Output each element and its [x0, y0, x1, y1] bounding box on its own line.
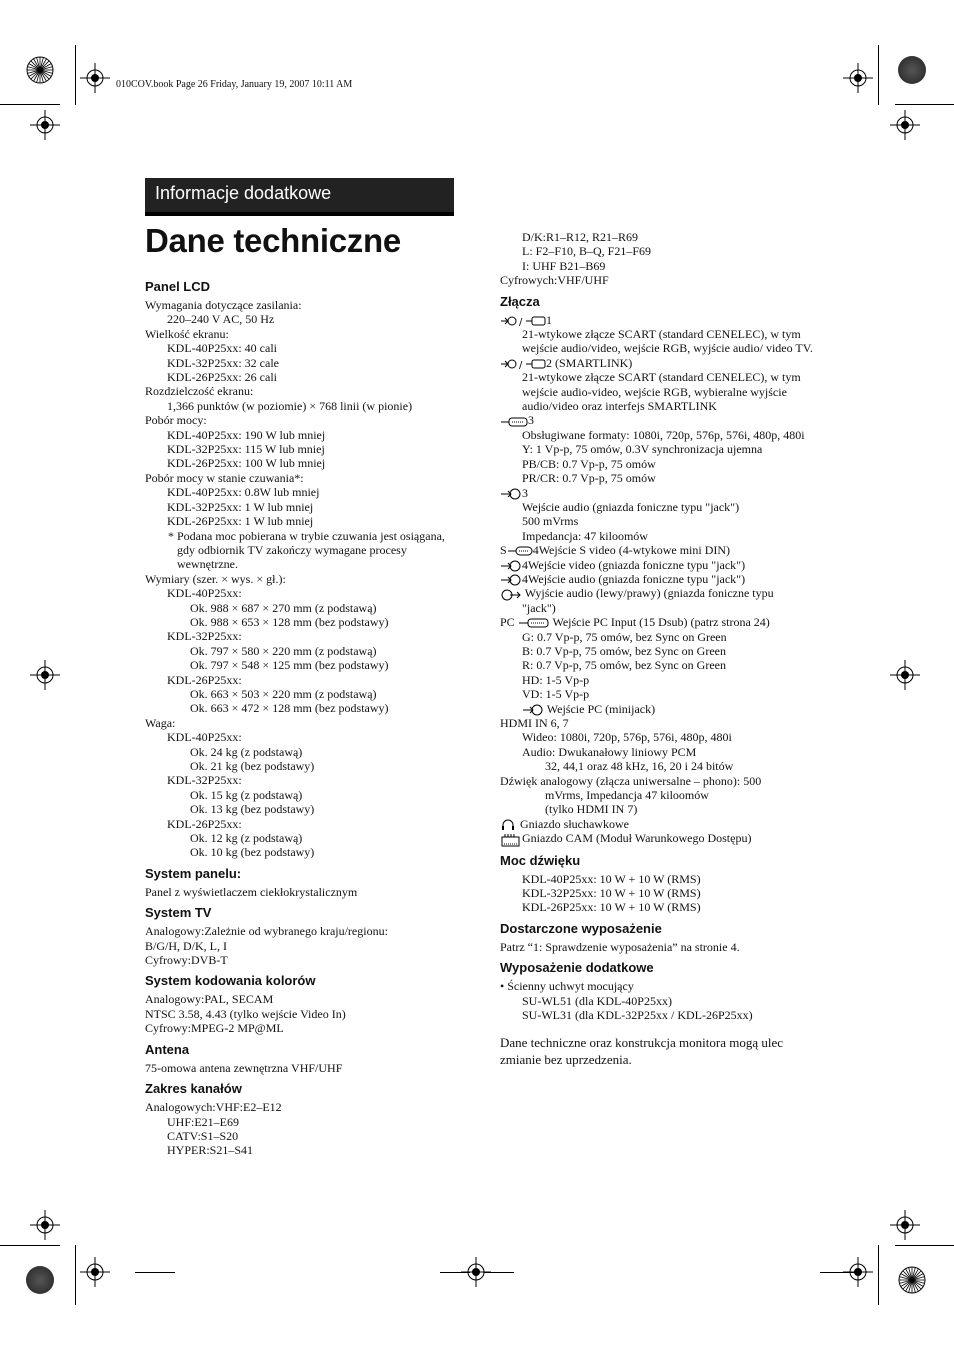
scart-connector-icon [500, 356, 546, 370]
spec-line [145, 356, 455, 370]
spec-line [500, 273, 820, 287]
spec-text: Audio: Dwukanałowy liniowy PCM [522, 744, 697, 759]
spec-line [500, 702, 820, 716]
spec-line [145, 687, 455, 701]
spec-text: KDL-26P25xx: [167, 672, 242, 687]
spec-text: Waga: [145, 715, 176, 730]
spec-line [500, 543, 820, 557]
spec-text: I: UHF B21–B69 [522, 258, 606, 273]
spec-line [145, 399, 455, 413]
registration-mark [890, 660, 920, 690]
spec-text: Y: 1 Vp-p, 75 omów, 0.3V synchronizacja ujemna [522, 442, 763, 457]
crop-line [820, 1272, 860, 1273]
crop-line [895, 104, 954, 105]
spec-line [500, 615, 820, 629]
svg-text:/: / [519, 316, 523, 327]
spec-line [145, 370, 455, 384]
spec-text: L: F2–F10, B–Q, F21–F69 [522, 244, 652, 259]
spec-line [500, 514, 820, 528]
spec-text: Gniazdo CAM (Moduł Warunkowego Dostępu) [522, 831, 752, 846]
disclaimer-text: Dane techniczne oraz konstrukcja monitora mogą ulec zmianie bez uprzedzenia. [500, 1035, 783, 1068]
spec-line [500, 413, 820, 427]
spec-text: 500 mVrms [522, 514, 579, 529]
spec-line [145, 428, 455, 442]
spec-text: VD: 1-5 Vp-p [522, 687, 590, 702]
spec-line [145, 601, 455, 615]
spec-text: KDL-26P25xx: [167, 816, 242, 831]
spec-text: Cyfrowy:MPEG-2 MP@ML [145, 1021, 284, 1036]
in-connector-icon [500, 486, 522, 500]
spec-line [500, 500, 820, 514]
spec-text: • Ścienny uchwyt mocujący [500, 979, 634, 994]
page-title: Dane techniczne [145, 222, 401, 259]
in-connector-icon [522, 702, 544, 716]
spec-text: 21-wtykowe złącze SCART (standard CENELEC), w tym wejście audio/video, wejście RGB, wyjście audio/ video TV. [522, 327, 813, 356]
spec-line [500, 471, 820, 485]
cam-connector-icon [500, 831, 522, 845]
spec-text: D/K:R1–R12, R21–R69 [522, 230, 639, 244]
pc-connector-icon: PC [500, 615, 550, 629]
spec-text: 2 (SMARTLINK) [546, 355, 633, 370]
spec-text: KDL-32P25xx: 115 W lub mniej [167, 442, 325, 457]
section-heading: System kodowania kolorów [145, 973, 316, 989]
spec-line [145, 312, 455, 326]
spec-line [500, 259, 820, 273]
spec-line [500, 572, 820, 586]
spec-text: Wideo: 1080i, 720p, 576p, 576i, 480p, 480i [522, 730, 732, 745]
spec-line [500, 687, 820, 701]
spec-text: Ok. 663 × 472 × 128 mm (bez podstawy) [190, 701, 389, 716]
section-heading: Antena [145, 1041, 190, 1057]
section-heading: System panelu: [145, 865, 242, 881]
color-target-dark [26, 1266, 54, 1294]
spec-text: KDL-32P25xx: [167, 629, 242, 644]
spec-line [145, 939, 455, 953]
registration-mark [30, 660, 60, 690]
spec-line [500, 759, 820, 773]
spec-line [145, 1129, 455, 1143]
spec-line [500, 486, 820, 500]
crop-line [135, 1272, 175, 1273]
spec-text: mVrms, Impedancja 47 kiloomów [545, 788, 709, 803]
spec-text: Ok. 663 × 503 × 220 mm (z podstawą) [190, 686, 377, 701]
spec-text: 32, 44,1 oraz 48 kHz, 16, 20 i 24 bitów [545, 759, 734, 774]
spec-text: Ok. 988 × 653 × 128 mm (bez podstawy) [190, 614, 389, 629]
svg-text:/: / [519, 360, 523, 371]
spec-line [145, 413, 455, 427]
left-column [145, 273, 455, 1158]
spec-text: Ok. 12 kg (z podstawą) [190, 831, 303, 846]
spec-text: Pobór mocy w stanie czuwania*: [145, 470, 304, 485]
spec-text: Ok. 988 × 687 × 270 mm (z podstawą) [190, 600, 377, 615]
spec-line [500, 428, 820, 442]
spec-text: KDL-40P25xx: 190 W lub mniej [167, 427, 326, 442]
spec-line [145, 817, 455, 831]
spec-line [500, 558, 820, 572]
section-banner [145, 178, 454, 216]
spec-text: Analogowych:VHF:E2–E12 [145, 1100, 282, 1115]
spec-line [500, 244, 820, 258]
spec-line [145, 831, 455, 845]
spec-line [500, 230, 820, 244]
hp-connector-icon [500, 817, 520, 831]
footnote: * Podana moc pobierana w trybie czuwania jest osiągana, gdy odbiornik TV zakończy wymagane procesy wewnętrzne. [168, 528, 445, 572]
spec-text: Pobór mocy: [145, 413, 207, 428]
spec-text: Patrz “1: Sprawdzenie wyposażenia” na stronie 4. [500, 939, 740, 954]
spec-text: "jack") [522, 600, 556, 615]
out-connector-icon [500, 586, 522, 600]
section-heading: Moc dźwięku [500, 852, 581, 868]
spec-line [145, 1021, 455, 1035]
spec-line [500, 658, 820, 672]
spec-text: SU-WL51 (dla KDL-40P25xx) [522, 993, 672, 1008]
spec-text: 1 [546, 312, 552, 327]
registration-mark [80, 1257, 110, 1287]
spec-text: KDL-32P25xx: 10 W + 10 W (RMS) [522, 885, 701, 900]
spec-line [500, 831, 820, 846]
spec-line [500, 356, 820, 370]
in-connector-icon [500, 558, 522, 572]
spec-line [500, 979, 820, 993]
color-target-dark [898, 56, 926, 84]
spec-text: Cyfrowych:VHF/UHF [500, 273, 609, 288]
crop-line [878, 1245, 879, 1305]
spec-text: KDL-32P25xx: 1 W lub mniej [167, 499, 314, 514]
spec-text: 3 [522, 485, 528, 500]
spec-line [145, 802, 455, 816]
spec-line [500, 673, 820, 687]
right-column [500, 230, 820, 1068]
spec-text: 21-wtykowe złącze SCART (standard CENELEC), w tym wejście audio-video, wejście RGB, wybieralne wyjście audio/video oraz interfejs SMARTLINK [522, 370, 801, 414]
spec-line [145, 701, 455, 715]
spec-line [145, 788, 455, 802]
spec-text: CATV:S1–S20 [167, 1128, 239, 1143]
in-connector-icon [500, 572, 522, 586]
spec-line [500, 802, 820, 816]
spec-line [145, 500, 455, 514]
spec-line [145, 1115, 455, 1129]
spec-text: KDL-40P25xx: 40 cali [167, 341, 277, 356]
spec-text: Wielkość ekranu: [145, 326, 229, 341]
section-heading: Zakres kanałów [145, 1081, 242, 1097]
spec-line [500, 457, 820, 471]
spec-line [145, 1100, 455, 1114]
spec-text: 4Wejście video (gniazda foniczne typu "jack") [522, 557, 746, 572]
spec-text: R: 0.7 Vp-p, 75 omów, bez Sync on Green [522, 658, 726, 673]
color-target-star [26, 56, 54, 84]
spec-line [500, 886, 820, 900]
registration-mark [30, 110, 60, 140]
spec-text: SU-WL31 (dla KDL-32P25xx / KDL-26P25xx) [522, 1007, 753, 1022]
spec-text: KDL-32P25xx: 32 cale [167, 355, 279, 370]
spec-text: Impedancja: 47 kiloomów [522, 528, 648, 543]
spec-line [145, 745, 455, 759]
spec-line [145, 773, 455, 787]
spec-line [145, 471, 455, 485]
spec-line [500, 716, 820, 730]
spec-text: G: 0.7 Vp-p, 75 omów, bez Sync on Green [522, 629, 727, 644]
spec-text: 4Wejście audio (gniazda foniczne typu "jack") [522, 571, 746, 586]
spec-text: Ok. 24 kg (z podstawą) [190, 744, 303, 759]
crop-line [895, 1245, 954, 1246]
book-header-info: 010COV.book Page 26 Friday, January 19, 2007 10:11 AM [116, 79, 353, 90]
spec-line [145, 992, 455, 1006]
spec-text: Ok. 15 kg (z podstawą) [190, 787, 303, 802]
spec-line [500, 817, 820, 831]
spec-line [500, 313, 820, 327]
spec-line [145, 327, 455, 341]
spec-text: B: 0.7 Vp-p, 75 omów, bez Sync on Green [522, 643, 726, 658]
spec-line [500, 774, 820, 788]
spec-line [145, 442, 455, 456]
crop-line [75, 1245, 76, 1305]
spec-text: Ok. 797 × 580 × 220 mm (z podstawą) [190, 643, 377, 658]
spec-line [500, 994, 820, 1008]
spec-line [500, 442, 820, 456]
spec-text: KDL-26P25xx: 1 W lub mniej [167, 514, 314, 529]
section-heading: Złącza [500, 293, 540, 309]
spec-line [145, 644, 455, 658]
spec-text: Wejście audio (gniazda foniczne typu "jack") [522, 499, 740, 514]
spec-line [500, 730, 820, 744]
spec-line [500, 327, 820, 356]
spec-line [500, 644, 820, 658]
spec-line [500, 788, 820, 802]
spec-text: Ok. 797 × 548 × 125 mm (bez podstawy) [190, 658, 389, 673]
spec-line [145, 341, 455, 355]
spec-line [145, 1143, 455, 1157]
spec-line [145, 673, 455, 687]
spec-line [145, 845, 455, 859]
spec-line [145, 572, 455, 586]
crop-line [484, 1272, 514, 1273]
section-heading: Wyposażenie dodatkowe [500, 960, 654, 976]
section-heading: Panel LCD [145, 279, 211, 294]
spec-text: 75-omowa antena zewnętrzna VHF/UHF [145, 1060, 343, 1075]
crop-line [75, 45, 76, 105]
spec-text: Wymiary (szer. × wys. × gł.): [145, 571, 286, 586]
spec-line [145, 514, 455, 528]
spec-text: UHF:E21–E69 [167, 1114, 239, 1129]
spec-line [500, 529, 820, 543]
spec-line [145, 924, 455, 938]
spec-text: 1,366 punktów (w poziomie) × 768 linii (w pionie) [167, 398, 413, 413]
spec-text: HD: 1-5 Vp-p [522, 672, 590, 687]
registration-mark [80, 63, 110, 93]
section-banner-label: Informacje dodatkowe [155, 183, 332, 203]
registration-mark [30, 1210, 60, 1240]
scart-connector-icon [500, 313, 546, 327]
spec-line [500, 601, 820, 615]
spec-text: B/G/H, D/K, L, I [145, 938, 227, 953]
registration-mark [843, 63, 873, 93]
spec-text: PR/CR: 0.7 Vp-p, 75 omów [522, 471, 656, 486]
spec-text: Analogowy:Zależnie od wybranego kraju/regionu: [145, 924, 388, 939]
spec-text: 3 [528, 413, 534, 428]
spec-line [145, 658, 455, 672]
spec-text: KDL-32P25xx: [167, 773, 242, 788]
spec-text: HYPER:S21–S41 [167, 1143, 254, 1158]
spec-text: Cyfrowy:DVB-T [145, 953, 228, 968]
spec-line [145, 456, 455, 470]
spec-text: Dźwięk analogowy (złącza uniwersalne – phono): 500 [500, 773, 762, 788]
spec-text: Panel z wyświetlaczem ciekłokrystalicznym [145, 884, 358, 899]
section-heading: Dostarczone wyposażenie [500, 920, 662, 936]
spec-line [145, 586, 455, 600]
spec-text: Rozdzielczość ekranu: [145, 384, 254, 399]
spec-line [500, 630, 820, 644]
spec-line [145, 885, 455, 899]
crop-line [0, 1245, 60, 1246]
spec-line [145, 615, 455, 629]
spec-text: HDMI IN 6, 7 [500, 716, 569, 730]
spec-line [145, 953, 455, 967]
spec-line [145, 1007, 455, 1021]
spec-line [145, 716, 455, 730]
spec-line [500, 370, 820, 413]
spec-text: Ok. 21 kg (bez podstawy) [190, 759, 315, 773]
spec-text: KDL-40P25xx: [167, 730, 242, 745]
spec-text: Wyjście audio (lewy/prawy) (gniazda foniczne typu [522, 586, 774, 601]
spec-line [500, 745, 820, 759]
spec-text: 220–240 V AC, 50 Hz [167, 312, 275, 327]
spec-text: Wymagania dotyczące zasilania: [145, 298, 302, 312]
crop-line [878, 45, 879, 105]
color-target-star [898, 1266, 926, 1294]
spec-text: Ok. 10 kg (bez podstawy) [190, 845, 315, 860]
spec-text: KDL-26P25xx: 26 cali [167, 370, 277, 385]
registration-mark [890, 110, 920, 140]
spec-line [500, 940, 820, 954]
crop-line [0, 104, 60, 105]
spec-line [145, 629, 455, 643]
spec-line [145, 384, 455, 398]
spec-text: 4Wejście S video (4-wtykowe mini DIN) [532, 543, 731, 558]
spec-line [500, 872, 820, 886]
spec-line [145, 1061, 455, 1075]
crop-line [440, 1272, 470, 1273]
spec-line [500, 586, 820, 600]
spec-text: KDL-40P25xx: 10 W + 10 W (RMS) [522, 871, 701, 886]
spec-line [145, 298, 455, 312]
spec-text: KDL-26P25xx: 10 W + 10 W (RMS) [522, 900, 701, 915]
spec-text: KDL-40P25xx: 0.8W lub mniej [167, 485, 320, 500]
spec-text: Gniazdo słuchawkowe [520, 816, 629, 831]
spec-text: KDL-26P25xx: 100 W lub mniej [167, 456, 326, 471]
spec-text: Analogowy:PAL, SECAM [145, 992, 274, 1007]
spec-text: Ok. 13 kg (bez podstawy) [190, 802, 315, 817]
section-heading: System TV [145, 905, 212, 921]
spec-text: NTSC 3.58, 4.43 (tylko wejście Video In) [145, 1006, 346, 1021]
spec-text: Wejście PC (minijack) [544, 701, 656, 716]
spec-text: KDL-40P25xx: [167, 586, 242, 601]
s-connector-icon: S [500, 543, 533, 557]
registration-mark [890, 1210, 920, 1240]
spec-line [145, 730, 455, 744]
spec-line [145, 759, 455, 773]
spec-text: Obsługiwane formaty: 1080i, 720p, 576p, 576i, 480p, 480i [522, 427, 805, 442]
spec-text: (tylko HDMI IN 7) [545, 802, 638, 817]
spec-line [500, 1008, 820, 1022]
spec-line [145, 485, 455, 499]
comp-connector-icon [500, 413, 528, 427]
spec-text: PB/CB: 0.7 Vp-p, 75 omów [522, 456, 656, 471]
spec-text: Wejście PC Input (15 Dsub) (patrz strona 24) [549, 615, 770, 630]
spec-line [500, 900, 820, 914]
